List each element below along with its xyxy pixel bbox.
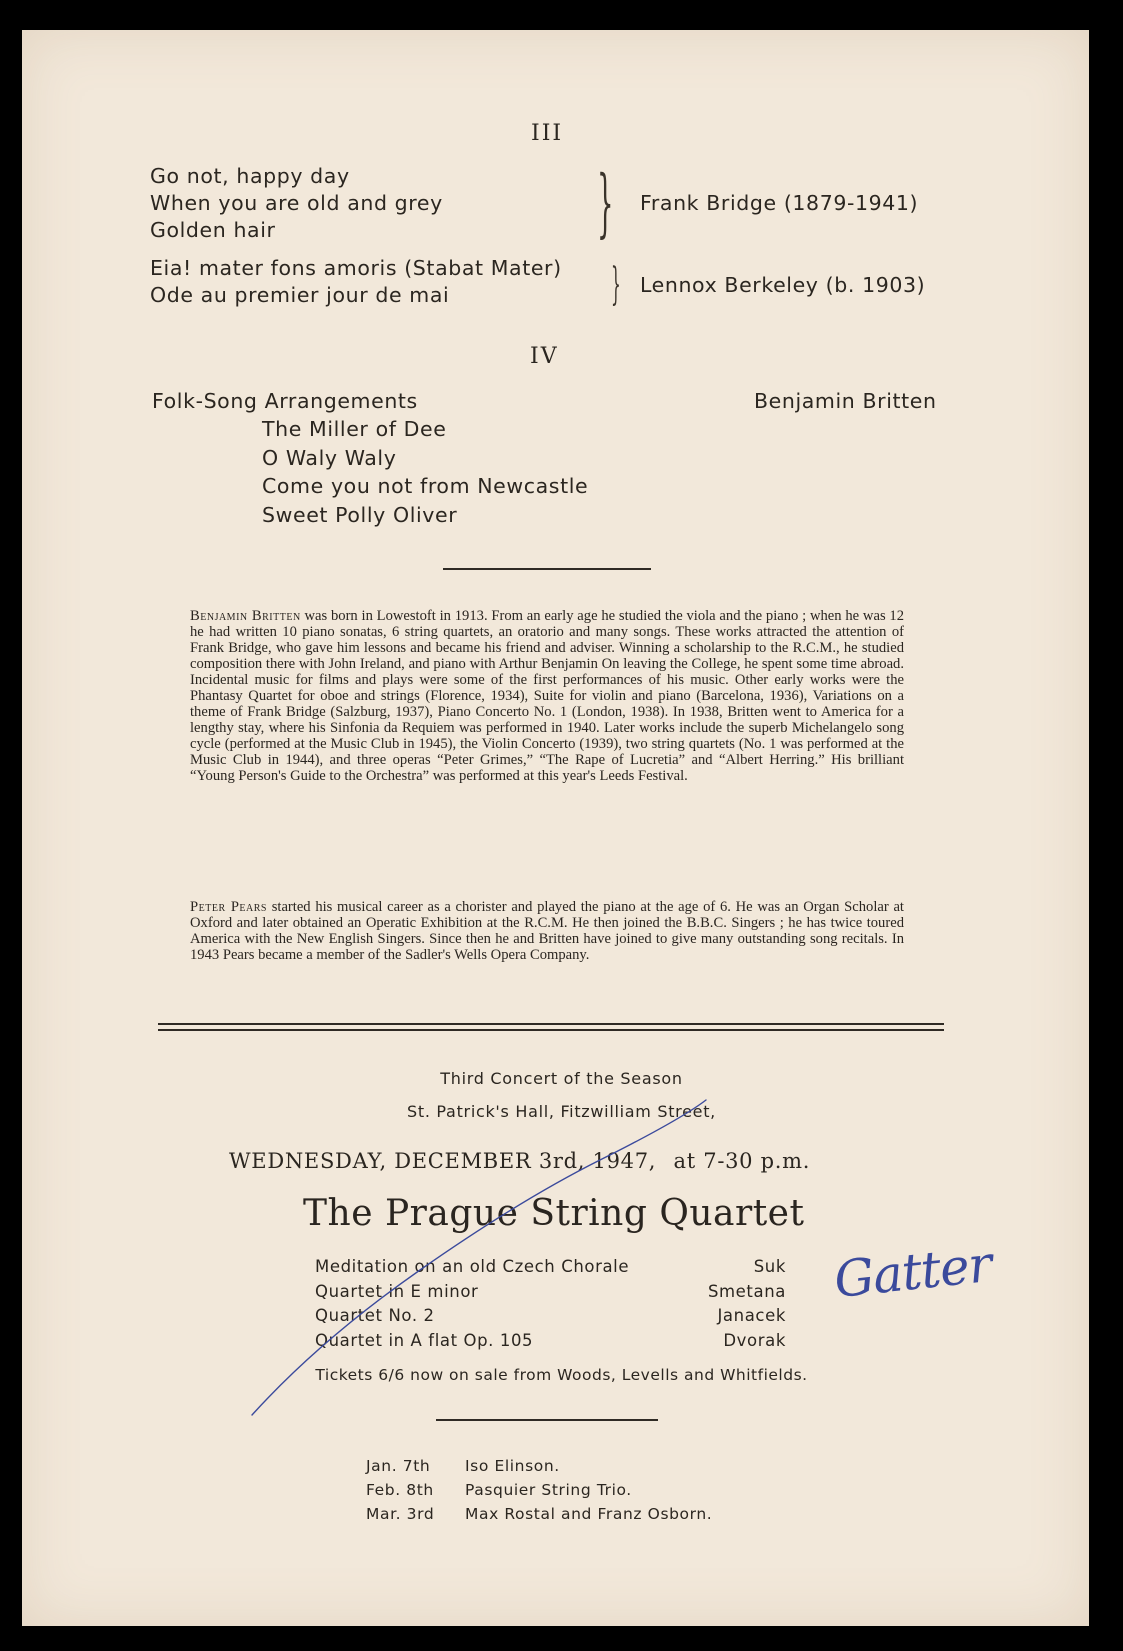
song-title: Go not, happy day [150,164,350,188]
program-composer: Dvorak [723,1330,786,1350]
song-list-bridge [150,163,443,244]
ticket-info: Tickets 6/6 now on sale from Woods, Levells and Whitfields. [315,1366,808,1384]
bio-text: started his musical career as a chorister and played the piano at the age of 6. He was an Organ Scholar at Oxford and later obtained an Operatic Exhibition at the R.C.M. He then joined the B.B.C. Singers ; he has twice toured America with the New English Singers. Since then he and Britten have joined to give many outstanding song recitals. In 1943 Pears became a member of the Sadler's Wells Opera Company. [190,899,904,963]
folk-song-list [262,415,588,529]
schedule-date: Feb. 8th [366,1481,434,1499]
composer-berkeley: Lennox Berkeley (b. 1903) [640,273,926,297]
concert-date [229,1149,810,1173]
handwritten-signature: Gatter [831,1234,995,1310]
song-title: Ode au premier jour de mai [150,283,450,307]
section-numeral-iv: IV [530,344,559,369]
song-list-berkeley [150,255,562,309]
program-composers [660,1255,786,1353]
song-title: Eia! mater fons amoris (Stabat Mater) [150,256,562,280]
concert-label: Third Concert of the Season [440,1069,683,1088]
date-line: WEDNESDAY, DECEMBER 3rd, 1947, [229,1149,657,1173]
section-numeral-iii: III [531,121,564,146]
song-title: Sweet Polly Oliver [262,502,458,527]
time-line: at 7-30 p.m. [673,1149,811,1173]
program-work: Quartet in A flat Op. 105 [315,1330,534,1350]
divider [443,568,651,570]
brace: } [597,160,614,246]
composer-bridge: Frank Bridge (1879-1941) [640,191,919,215]
brace: } [611,259,621,310]
song-title: Come you not from Newcastle [262,474,589,498]
double-rule-top [158,1023,944,1025]
song-title: O Waly Waly [262,445,397,470]
program-composer: Suk [753,1257,786,1276]
program-composer: Smetana [707,1281,786,1301]
song-title: When you are old and grey [150,191,443,215]
program-work: Quartet No. 2 [315,1306,435,1325]
bio-text: was born in Lowestoft in 1913. From an early age he studied the viola and the piano ; when he was 12 he had written 10 piano sonatas, 6 string quartets, an oratorio and many songs. These works attracted the attention of Frank Bridge, who gave him lessons and became his friend and adviser. Winning a scholarship to the R.C.M., he studied composition there with John Ireland, and piano with Arthur Benjamin On leaving the College, he spent some time abroad. Incidental music for films and plays were some of the first performances of his music. Other early works were the Phantasy Quartet for oboe and strings (Florence, 1934), Suite for violin and piano (Barcelona, 1936), Variations on a theme of Frank Bridge (Salzburg, 1937), Piano Concerto No. 1 (London, 1938). In 1938, Britten went to America for a lengthy stay, where his Sinfonia da Requiem was performed in 1940. Later works include the superb Michelangelo song cycle (performed at the Music Club in 1945), the Violin Concerto (1939), two string quartets (No. 1 was performed at the Music Club in 1944), and three operas “Peter Grimes,” “The Rape of Lucretia” and “Albert Herring.” His brilliant “Young Person's Guide to the Orchestra” was performed at this year's Leeds Festival. [190,608,904,784]
concert-venue: St. Patrick's Hall, Fitzwilliam Street, [407,1102,716,1121]
program-composer: Janacek [717,1306,786,1325]
bio-name: Benjamin Britten [190,608,301,624]
ensemble-title: The Prague String Quartet [303,1193,805,1234]
program-works [315,1255,629,1353]
program-work: Quartet in E minor [315,1281,479,1301]
schedule-artist: Pasquier String Trio. [465,1481,632,1499]
schedule-artist: Max Rostal and Franz Osborn. [465,1505,713,1523]
pears-biography [190,899,904,963]
double-rule-bottom [158,1029,944,1031]
folk-song-heading: Folk-Song Arrangements [152,389,418,413]
composer-britten: Benjamin Britten [754,389,937,413]
program-work: Meditation on an old Czech Chorale [315,1257,630,1276]
schedule-date: Mar. 3rd [366,1505,435,1523]
schedule-artists [465,1454,712,1526]
song-title: Golden hair [150,218,276,242]
divider [436,1419,658,1421]
britten-biography [190,608,904,784]
schedule-dates [366,1454,434,1526]
schedule-date: Jan. 7th [366,1457,431,1475]
bio-name: Peter Pears [190,899,267,915]
schedule-artist: Iso Elinson. [465,1457,560,1475]
song-title: The Miller of Dee [262,417,447,441]
